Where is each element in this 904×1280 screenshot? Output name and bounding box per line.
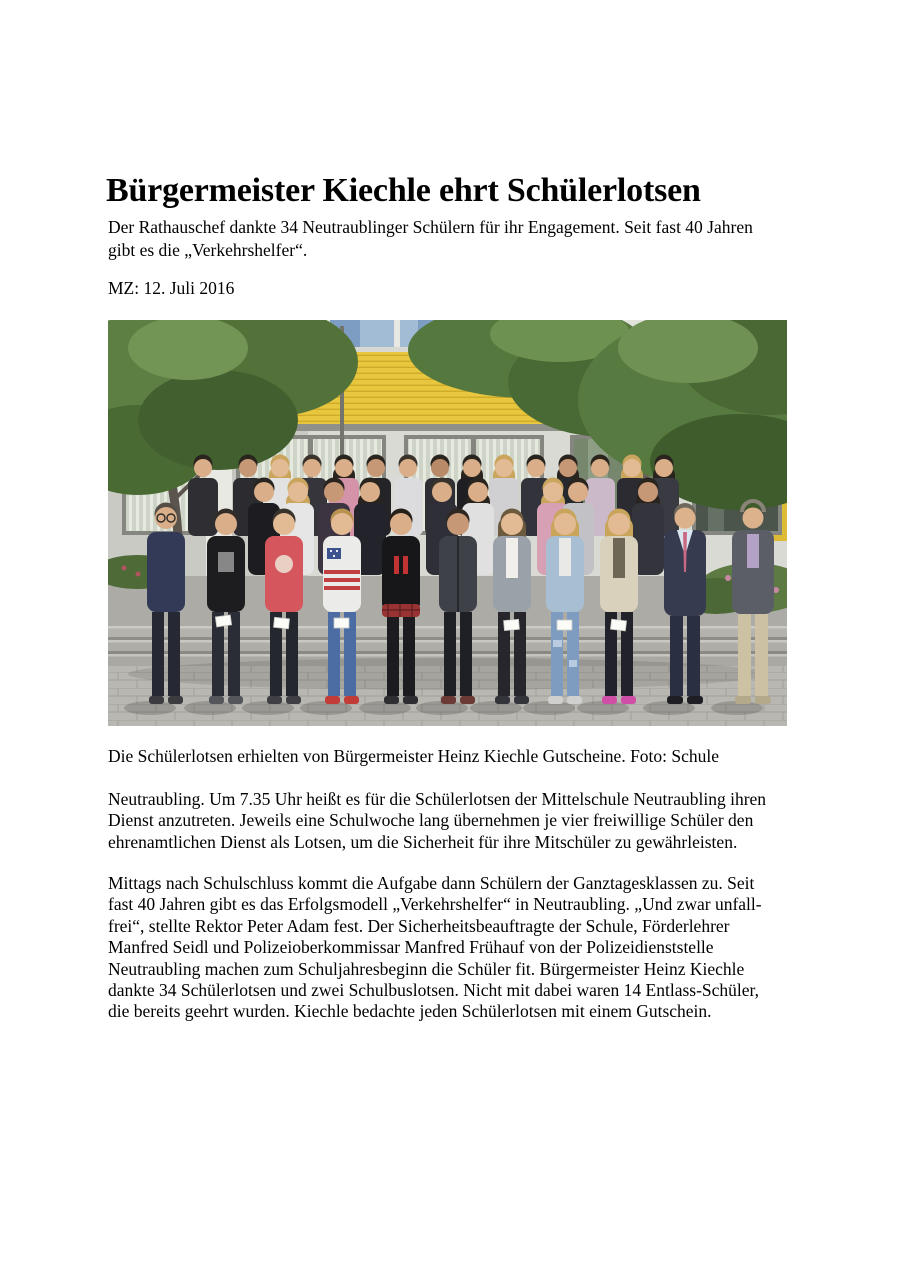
- photo-caption: Die Schülerlotsen erhielten von Bürgermeister Heinz Kiechle Gutscheine. Foto: Schule: [108, 746, 720, 766]
- paragraph-line: Mittags nach Schulschluss kommt die Aufgabe dann Schülern der Ganztagesklassen zu. Seit: [108, 873, 755, 893]
- article-standfirst: [108, 216, 753, 261]
- article-paragraph: [108, 873, 762, 1023]
- paragraph-line: Neutraubling. Um 7.35 Uhr heißt es für die Schülerlotsen der Mittelschule Neutraubling ihren: [108, 789, 767, 809]
- article-title: Bürgermeister Kiechle ehrt Schülerlotsen: [106, 171, 701, 209]
- paragraph-line: dankte 34 Schülerlotsen und zwei Schulbuslotsen. Nicht mit dabei waren 14 Entlass-Schüler,: [108, 980, 760, 1001]
- paragraph-line: die bereits geehrt wurden. Kiechle bedachte jeden Schülerlotsen mit einem Gutschein.: [108, 1001, 712, 1022]
- paragraph-line: fast 40 Jahren gibt es das Erfolgsmodell „Verkehrshelfer“ in Neutraubling. „Und zwar unfall-: [108, 894, 762, 915]
- standfirst-line: Der Rathauschef dankte 34 Neutraublinger Schülern für ihr Engagement. Seit fast 40 Jahren: [108, 217, 753, 237]
- standfirst-line: gibt es die „Verkehrshelfer“.: [108, 239, 308, 260]
- paragraph-line: ehrenamtlichen Dienst als Lotsen, um die Sicherheit für ihre Mitschüler zu gewährleisten.: [108, 831, 738, 852]
- paragraph-line: Dienst anzutreten. Jeweils eine Schulwoche lang übernehmen je vier freiwillige Schüler den: [108, 810, 754, 831]
- article-dateline: MZ: 12. Juli 2016: [108, 278, 235, 298]
- paragraph-line: Neutraubling machen zum Schuljahresbeginn die Schüler fit. Bürgermeister Heinz Kiechle: [108, 958, 745, 979]
- paragraph-line: Manfred Seidl und Polizeioberkommissar Manfred Frühauf von der Polizeidienststelle: [108, 937, 714, 958]
- article-paragraph: [108, 789, 766, 853]
- article-photo-illustration: [108, 320, 787, 726]
- paragraph-line: frei“, stellte Rektor Peter Adam fest. Der Sicherheitsbeauftragte der Schule, Förderlehrer: [108, 915, 730, 936]
- article-photo: [108, 320, 787, 726]
